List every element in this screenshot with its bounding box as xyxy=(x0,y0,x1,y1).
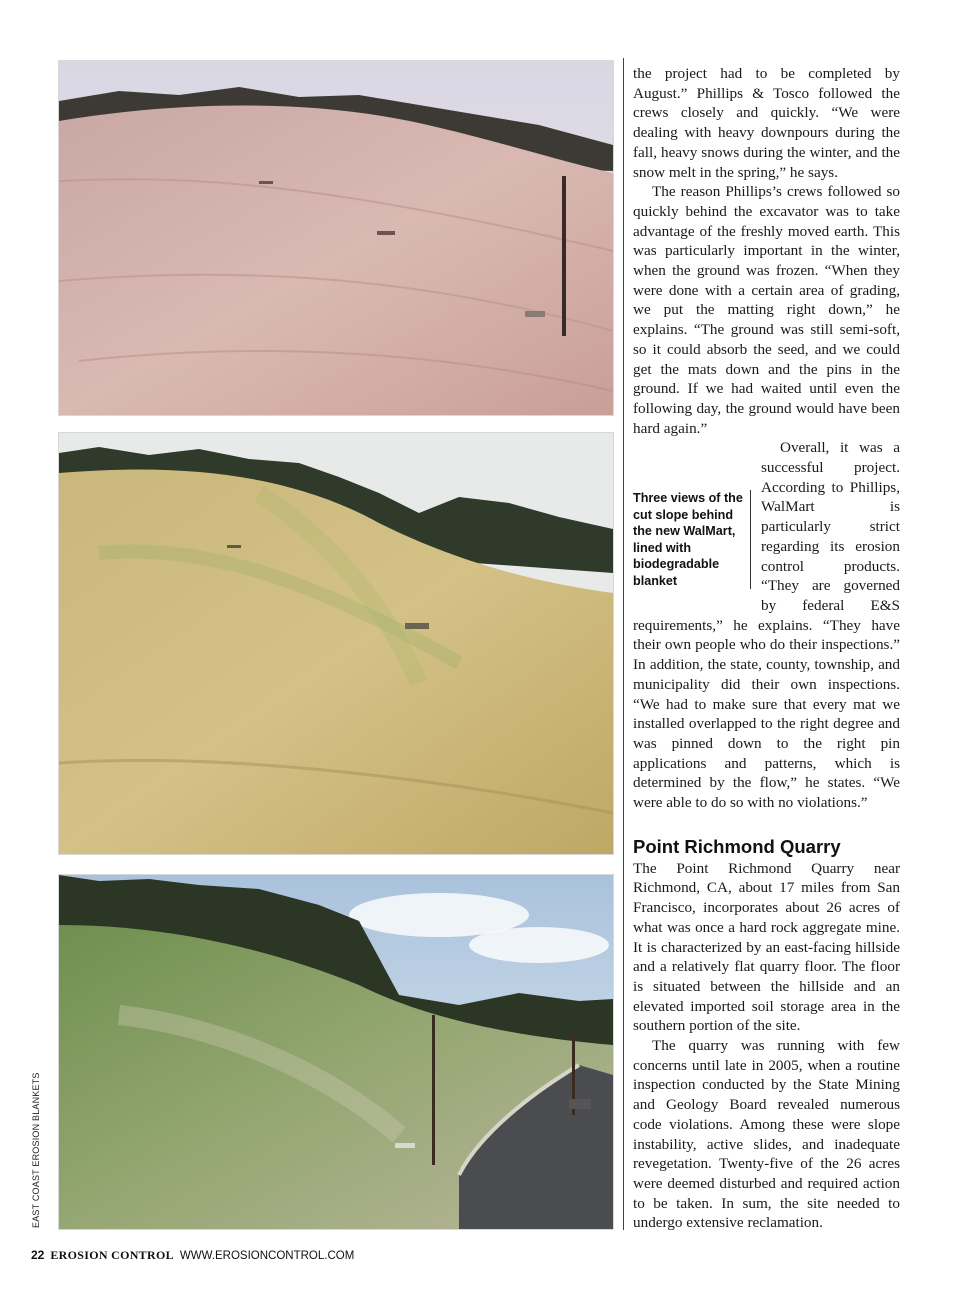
page-footer xyxy=(31,1248,354,1263)
website-link[interactable]: WWW.EROSIONCONTROL.COM xyxy=(179,1250,355,1262)
slope-photo-1 xyxy=(58,60,614,416)
photo-credit: EAST COAST EROSION BLANKETS xyxy=(31,1072,41,1228)
paragraph-5: The quarry was running with few concerns until late in 2005, when a routine inspection conducted by the State Mining and Geology Board revealed numerous code violations. Among these were slope instability, active slides, and inadequate revegetation. Twenty-five of the 26 acres were deemed disturbed and required action to be taken. In sum, the site needed to undergo extensive reclamation. xyxy=(633,1037,900,1232)
article-column xyxy=(633,64,900,1233)
paragraph-2: The reason Phillips’s crews followed so quickly behind the excavator was to take advantage of the freshly moved earth. This was particularly important in the winter, when the ground was frozen. “When they were done with a certain area of grading, we put the matting right down,” he explains. “The ground was still semi-soft, so it could absorb the seed, and we could get the mats down and the pins in the ground. If we had waited until even the following day, the ground would have been hard again.” xyxy=(633,183,900,437)
paragraph-4: The Point Richmond Quarry near Richmond, CA, about 17 miles from San Francisco, incorporates about 26 acres of what was once a hard rock aggregate mine. It is characterized by an east-facing hillside and a relatively flat quarry floor. The floor is situated between the hillside and an elevated imported soil storage area in the southern portion of the site. xyxy=(633,859,900,1035)
paragraph-1: the project had to be completed by August.” Phillips & Tosco followed the crews closely and quickly. “We were dealing with heavy downpours during the fall, heavy snows during the winter, and the snow melt in the spring,” he says. xyxy=(633,65,900,181)
photo-caption: Three views of the cut slope behind the new WalMart, lined with biodegradable blanket xyxy=(633,490,751,589)
page-number: 22 xyxy=(31,1248,45,1262)
slope-photo-3 xyxy=(58,874,614,1230)
column-divider xyxy=(623,58,624,1230)
magazine-name: EROSION CONTROL xyxy=(50,1248,174,1262)
section-heading: Point Richmond Quarry xyxy=(633,835,841,857)
slope-photo-2 xyxy=(58,432,614,855)
paragraph-3: Overall, it was a successful project. According to Phillips, WalMart is particularly strict regarding its erosion control products. “They are governed by federal E&S requirements,” he explains. “They have their own people who do their inspections.” In addition, the state, county, township, and municipality did their own inspections. “We had to make sure that every mat we installed overlapped to the right degree and was pinned down to the right pin applications and patterns, which is determined by the flow,” he states. “We were able to do so with no violations.” xyxy=(633,439,900,812)
